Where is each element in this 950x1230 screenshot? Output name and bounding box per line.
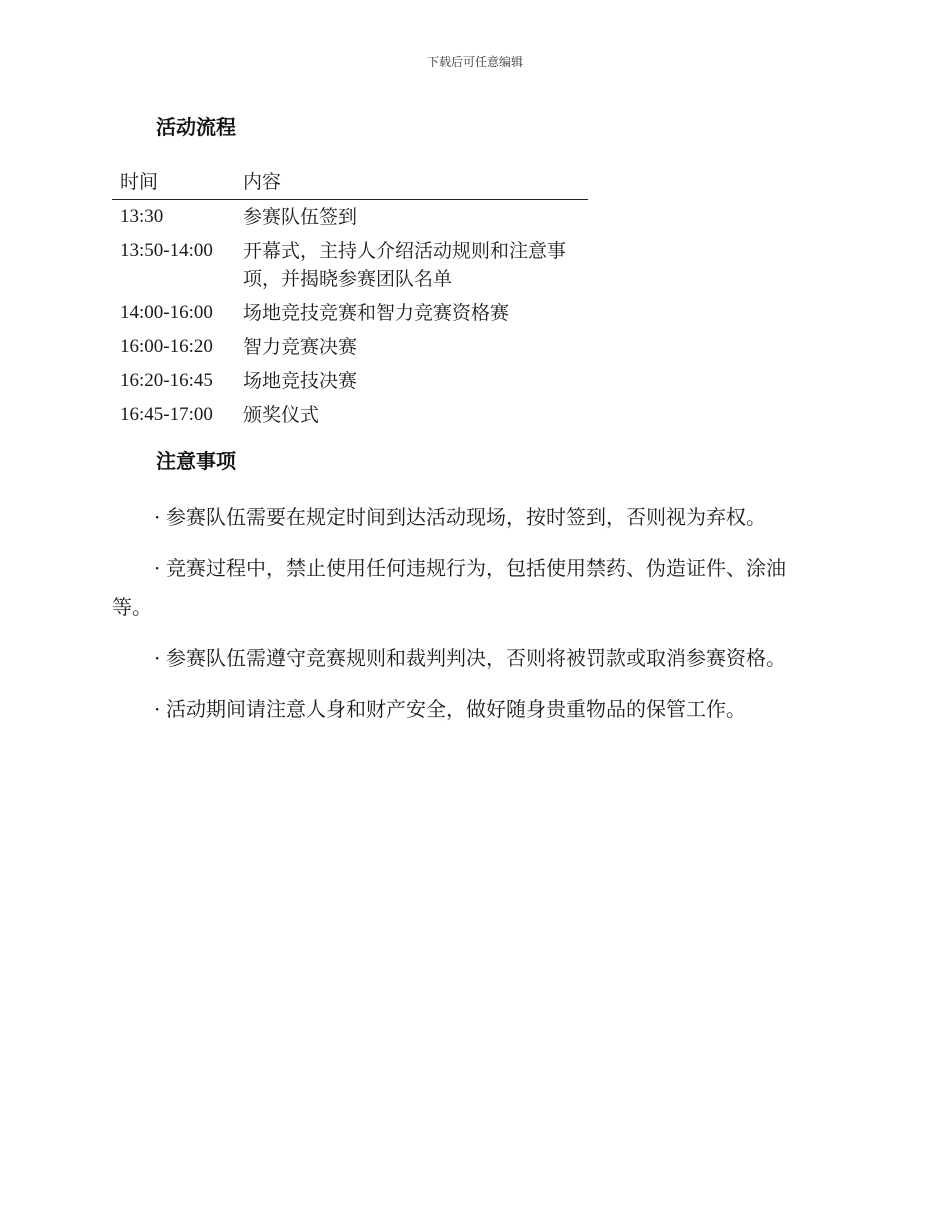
content-cell: 场地竞技决赛: [243, 370, 358, 392]
list-item: [112, 639, 824, 678]
notes-list: [112, 498, 824, 741]
table-row: [112, 234, 588, 296]
note-text: 参赛队伍需遵守竞赛规则和裁判判决，否则将被罚款或取消参赛资格。: [166, 646, 786, 670]
notes-heading: 注意事项: [156, 449, 236, 473]
column-header-content: 内容: [235, 168, 588, 200]
time-cell: 16:00-16:20: [120, 336, 213, 357]
content-cell: 智力竞赛决赛: [243, 336, 358, 358]
table-row: [112, 364, 588, 398]
note-text: 参赛队伍需要在规定时间到达活动现场，按时签到，否则视为弃权。: [166, 505, 766, 529]
table-row: [112, 330, 588, 364]
table-row: [112, 200, 588, 235]
content-cell: 参赛队伍签到: [243, 206, 358, 228]
bullet-glyph: ·: [154, 646, 161, 670]
time-cell: 13:30: [120, 206, 164, 227]
time-cell: 16:20-16:45: [120, 370, 213, 391]
schedule-table: [112, 168, 588, 432]
schedule-heading: 活动流程: [156, 115, 236, 139]
note-text: 活动期间请注意人身和财产安全，做好随身贵重物品的保管工作。: [166, 697, 746, 721]
page-header-note: 下载后可任意编辑: [426, 55, 523, 69]
table-row: [112, 398, 588, 432]
table-row: [112, 296, 588, 330]
list-item: [112, 690, 824, 729]
time-cell: 13:50-14:00: [120, 240, 213, 261]
bullet-glyph: ·: [154, 556, 161, 580]
list-item: [112, 498, 824, 537]
time-cell: 14:00-16:00: [120, 302, 213, 323]
column-header-time: 时间: [112, 168, 235, 200]
bullet-glyph: ·: [154, 697, 161, 721]
time-cell: 16:45-17:00: [120, 404, 213, 425]
content-cell: 颁奖仪式: [243, 404, 320, 426]
note-text: 竞赛过程中，禁止使用任何违规行为，包括使用禁药、伪造证件、涂油等。: [112, 556, 786, 619]
bullet-glyph: ·: [154, 505, 161, 529]
content-cell: 开幕式，主持人介绍活动规则和注意事项，并揭晓参赛团队名单: [243, 240, 567, 290]
schedule-header-row: [112, 168, 588, 200]
list-item: [112, 549, 824, 627]
content-cell: 场地竞技竞赛和智力竞赛资格赛: [243, 302, 510, 324]
